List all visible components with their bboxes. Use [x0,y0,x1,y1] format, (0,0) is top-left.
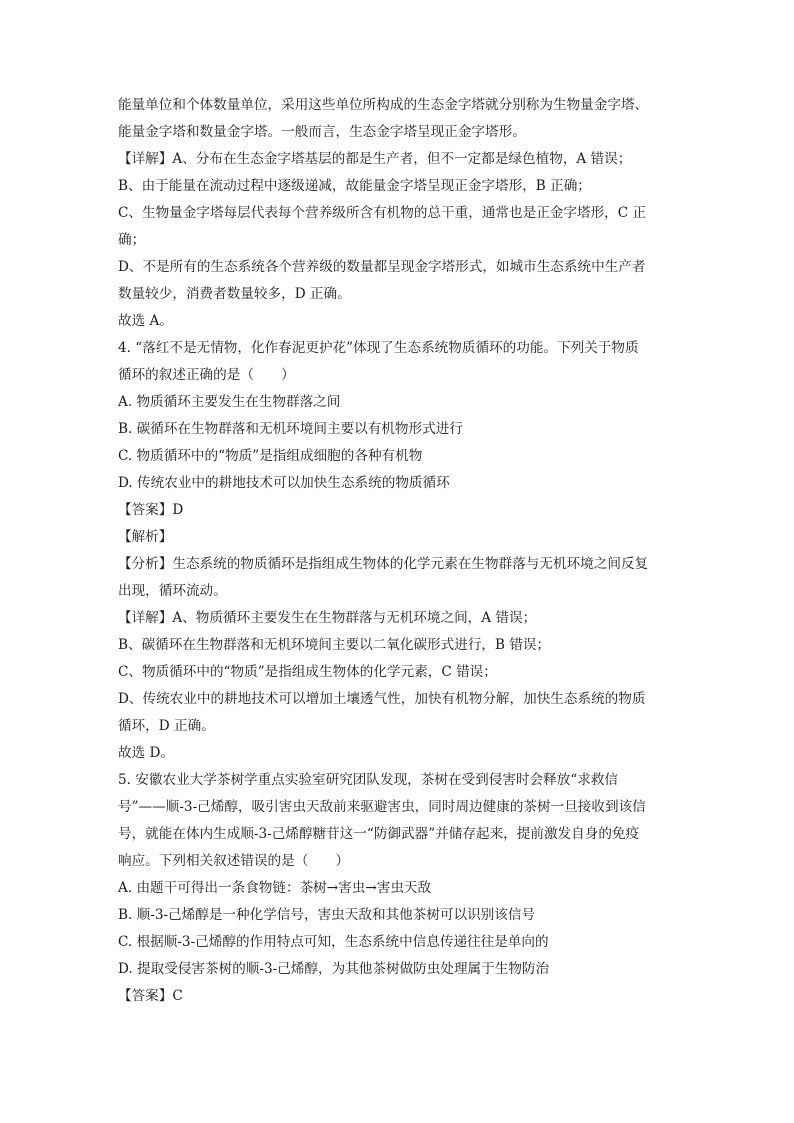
text-line: B、由于能量在流动过程中逐级递减，故能量金字塔呈现正金字塔形，B 正确； [118,178,591,194]
text-line: D、不是所有的生态系统各个营养级的数量都呈现金字塔形式，如城市生态系统中生产者 [118,259,646,275]
text-line: 确； [118,232,146,248]
text-line: 【详解】A、物质循环主要发生在生物群落与无机环境之间，A 错误； [118,610,537,626]
document-body [118,92,678,1010]
text-line: C、物质循环中的“物质”是指组成生物体的化学元素，C 错误； [118,664,497,680]
question-5-option-d: D. 提取受侵害茶树的顺-3-己烯醇，为其他茶树做防虫处理属于生物防治 [118,961,550,977]
question-4-analysis-heading: 【解析】 [118,529,173,545]
text-line: D、传统农业中的耕地技术可以增加土壤透气性，加快有机物分解，加快生态系统的物质 [118,691,646,707]
question-4-option-c: C. 物质循环中的“物质”是指组成细胞的各种有机物 [118,448,423,464]
text-line: B、碳循环在生物群落和无机环境间主要以二氧化碳形式进行，B 错误； [118,637,551,653]
text-line: 出现，循环流动。 [118,583,227,599]
text-line: 故选 A。 [118,313,173,329]
question-4-option-d: D. 传统农业中的耕地技术可以加快生态系统的物质循环 [118,475,450,491]
text-line: 【详解】A、分布在生态金字塔基层的都是生产者，但不一定都是绿色植物，A 错误； [118,151,632,167]
question-4-answer: 【答案】D [118,502,184,518]
question-4-stem: 4. “落红不是无情物，化作春泥更护花”体现了生态系统物质循环的功能。下列关于物质 [118,340,639,356]
question-5-stem: 5. 安徽农业大学茶树学重点实验室研究团队发现，茶树在受到侵害时会释放“求救信 [118,772,619,788]
text-line: 数量较少，消费者数量较多，D 正确。 [118,286,351,302]
question-4-stem: 循环的叙述正确的是（ ） [118,367,295,383]
question-4-option-b: B. 碳循环在生物群落和无机环境间主要以有机物形式进行 [118,421,463,437]
question-5-option-b: B. 顺-3-己烯醇是一种化学信号，害虫天敌和其他茶树可以识别该信号 [118,907,536,923]
text-line: 循环，D 正确。 [118,718,215,734]
question-5-option-a: A. 由题干可得出一条食物链：茶树→害虫→害虫天敌 [118,880,432,896]
text-line: 能量金字塔和数量金字塔。一般而言，生态金字塔呈现正金字塔形。 [118,124,526,140]
text-line: 【分析】生态系统的物质循环是指组成生物体的化学元素在生物群落与无机环境之间反复 [118,556,649,572]
question-5-option-c: C. 根据顺-3-己烯醇的作用特点可知，生态系统中信息传递往往是单向的 [118,934,549,950]
text-line: 故选 D。 [118,745,175,761]
question-5-stem: 号，就能在体内生成顺-3-己烯醇糖苷这一“防御武器”并储存起来，提前激发自身的免疫 [118,826,640,842]
question-5-stem: 响应。下列相关叙述错误的是（ ） [118,853,350,869]
text-line: 能量单位和个体数量单位，采用这些单位所构成的生态金字塔就分别称为生物量金字塔、 [118,97,649,113]
question-5-stem: 号”——顺-3-己烯醇，吸引害虫天敌前来驱避害虫，同时周边健康的茶树一旦接收到该信 [118,799,646,815]
question-4-option-a: A. 物质循环主要发生在生物群落之间 [118,394,341,410]
text-line: C、生物量金字塔每层代表每个营养级所含有机物的总干重，通常也是正金字塔形，C 正 [118,205,647,221]
question-5-answer: 【答案】C [118,988,183,1004]
